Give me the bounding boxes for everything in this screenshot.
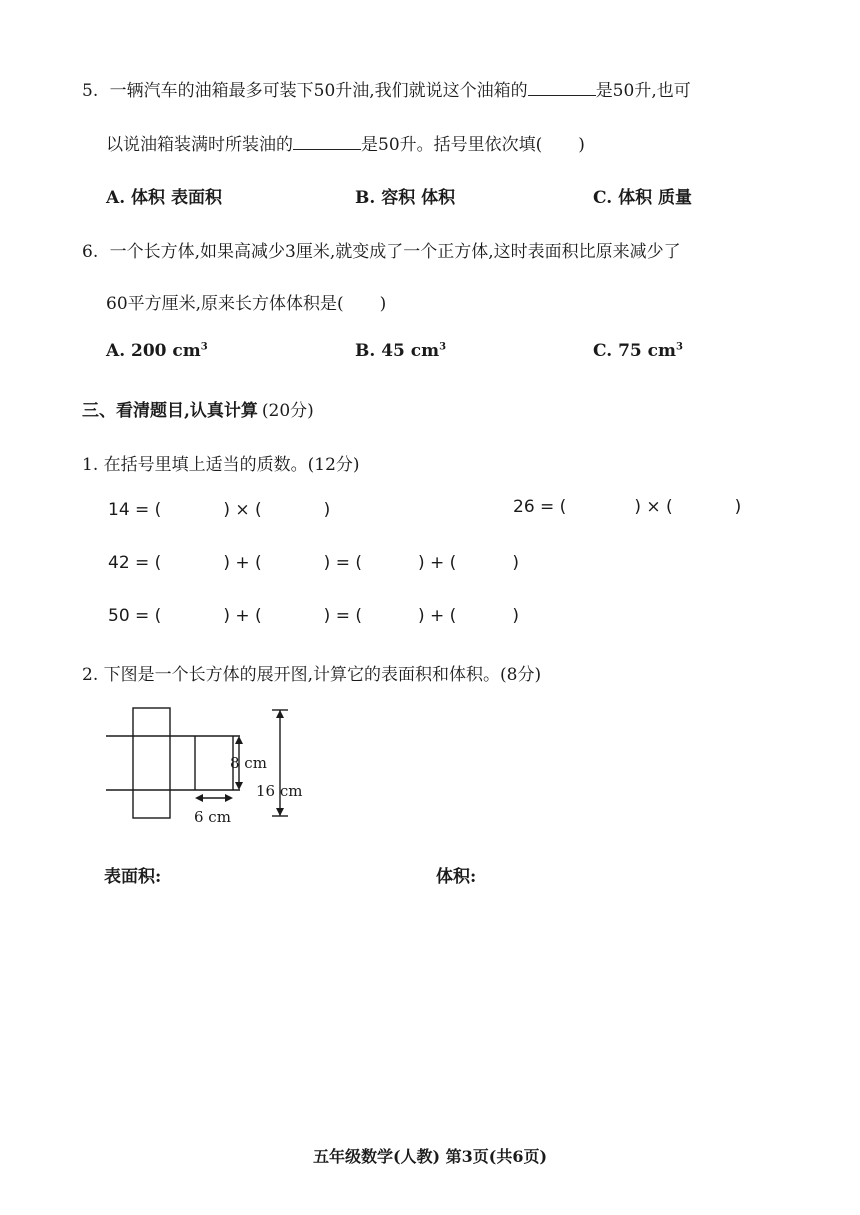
- equation-50: [108, 606, 519, 626]
- dim-16-arrowhead-top: [276, 710, 284, 718]
- eq42-p3: ) + (: [417, 553, 457, 573]
- dim-8-label: 8 cm: [230, 754, 267, 772]
- eq42-end: ): [512, 553, 519, 573]
- section3-heading: [82, 396, 314, 421]
- dim-6-arrowhead-right: [225, 794, 233, 802]
- dim-16-label: 16 cm: [256, 782, 303, 800]
- eq42-p1: ) + (: [223, 553, 262, 573]
- eq26-end: ): [734, 497, 742, 517]
- equation-26: [513, 497, 741, 517]
- dim-8-arrowhead-top: [235, 736, 243, 744]
- eq50-end: ): [512, 606, 519, 626]
- q6-option-b-text: B. 45 cm: [355, 341, 440, 361]
- q6-option-a-sup: 3: [200, 341, 208, 353]
- q6-number: 6.: [82, 242, 99, 262]
- q5-line2: [106, 130, 585, 155]
- eq42-lhs: 42 = (: [108, 553, 162, 573]
- q6-option-b-sup: 3: [439, 341, 447, 353]
- q6-line1: [82, 237, 681, 262]
- dim-8-arrowhead-bottom: [235, 782, 243, 790]
- eq50-p1: ) + (: [223, 606, 262, 626]
- q5-option-c[interactable]: C. 体积 质量: [593, 188, 692, 208]
- q5-blank-1[interactable]: [528, 95, 596, 96]
- eq50-lhs: 50 = (: [108, 606, 162, 626]
- q6-line2: [106, 289, 386, 314]
- eq26-lhs: 26 = (: [513, 497, 567, 517]
- q6-option-c-text: C. 75 cm: [593, 341, 676, 361]
- cuboid-net-diagram: [100, 700, 320, 830]
- section3-title: 三、看清题目,认真计算: [82, 401, 258, 421]
- q6-option-a-text: A. 200 cm: [106, 341, 201, 361]
- eq26-mid: ) × (: [634, 497, 673, 517]
- dim-6-label: 6 cm: [194, 808, 231, 826]
- q6-text-line2: 60平方厘米,原来长方体体积是(: [106, 294, 344, 314]
- surface-area-label: 表面积:: [104, 867, 162, 887]
- q6-option-b[interactable]: [355, 341, 446, 361]
- eq50-p3: ) + (: [417, 606, 457, 626]
- q5-text-part3: 以说油箱装满时所装油的: [106, 135, 293, 155]
- equation-42: [108, 553, 519, 573]
- eq14-lhs: 14 = (: [108, 500, 162, 520]
- q6-text-line2-end: ): [379, 294, 387, 314]
- q6-option-c-sup: 3: [675, 341, 683, 353]
- eq42-p2: ) = (: [323, 553, 362, 573]
- q6-option-a[interactable]: [106, 341, 208, 361]
- dim-16-arrowhead-bottom: [276, 808, 284, 816]
- net-strip-vertical: [133, 708, 170, 818]
- q5-line1: [82, 76, 691, 101]
- dim-6-arrowhead-left: [195, 794, 203, 802]
- equation-14: [108, 500, 330, 520]
- q5-text-part5: ): [578, 135, 585, 155]
- q6-option-c[interactable]: [593, 341, 683, 361]
- q6-text-line1: 一个长方体,如果高减少3厘米,就变成了一个正方体,这时表面积比原来减少了: [109, 242, 681, 262]
- q5-text-part4: 是50升。括号里依次填(: [361, 135, 543, 155]
- page-footer: 五年级数学(人教) 第3页(共6页): [312, 1147, 548, 1166]
- q5-text-part2: 是50升,也可: [595, 81, 691, 101]
- eq14-mid: ) × (: [223, 500, 262, 520]
- q5-blank-2[interactable]: [293, 149, 361, 150]
- s3q2-text: 2. 下图是一个长方体的展开图,计算它的表面积和体积。(8分): [82, 665, 542, 685]
- q5-option-a[interactable]: A. 体积 表面积: [106, 188, 222, 208]
- q5-number: 5.: [82, 81, 99, 101]
- q5-option-b[interactable]: B. 容积 体积: [355, 188, 456, 208]
- q5-text-part1: 一辆汽车的油箱最多可装下50升油,我们就说这个油箱的: [109, 81, 528, 101]
- eq14-end: ): [323, 500, 331, 520]
- eq50-p2: ) = (: [323, 606, 362, 626]
- volume-label: 体积:: [436, 867, 477, 887]
- section3-score: (20分): [261, 401, 314, 421]
- s3q1-text: 1. 在括号里填上适当的质数。(12分): [82, 455, 360, 475]
